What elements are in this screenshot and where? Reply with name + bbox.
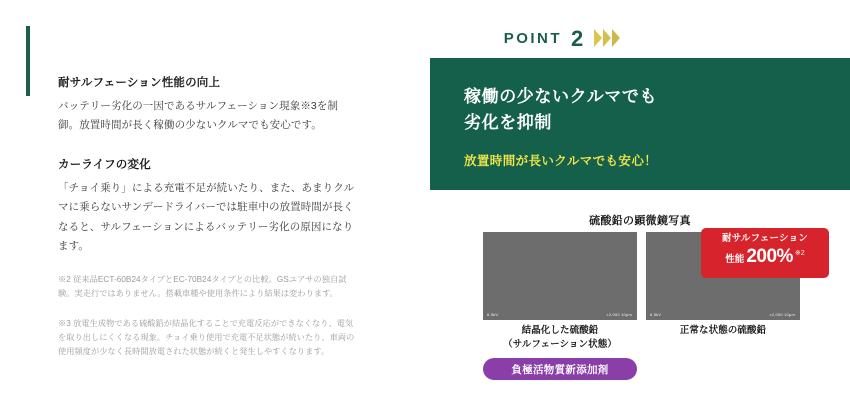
point-number: 2 <box>571 26 584 51</box>
photo-scale-left-2: 6.5kV <box>650 312 662 317</box>
highlight-panel <box>430 58 850 190</box>
highlight-title-line2: 劣化を抑制 <box>464 113 552 133</box>
photo-scale-right-2: ×2,000 10μm <box>769 312 795 317</box>
left-text-column <box>58 74 358 359</box>
accent-rule <box>26 26 30 96</box>
additive-pill: 負極活物質新添加剤 <box>483 358 637 380</box>
footnote-2: ※2 従来品ECT-60B24タイプとEC-70B24タイプとの比較。GSユアサの独自試験。実走行ではありません。搭載車種や使用条件により結果は変わります。 <box>58 274 347 298</box>
highlight-title-line1: 稼働の少ないクルマでも <box>464 87 658 106</box>
point-header <box>430 20 694 56</box>
highlight-subtitle: 放置時間が長いクルマでも安心！ <box>464 153 658 168</box>
section2-body: 「チョイ乗り」による充電不足が続いたり、また、あまりクルマに乗らないサンデードライバーでは駐車中の放置時間が長くなると、サルフェーションによるバッテリー劣化の原因になります。 <box>58 181 355 253</box>
photo-caption-line1: 結晶化した硫酸鉛 <box>521 325 599 336</box>
footnote-3: ※3 放電生成物である硫酸鉛が結晶化することで充電反応ができなくなり、電気を取り出しにくくなる現象。チョイ乗り使用で充電不足状態が続いたり、車両の使用頻度が少なく長時間放電された状態が続くと発生しやすくなります。 <box>58 318 355 356</box>
performance-badge <box>701 228 829 278</box>
section2-heading: カーライフの変化 <box>58 158 151 171</box>
photo-scale-right-1: ×2,000 10μm <box>606 312 632 317</box>
section1-body: バッテリー劣化の一因であるサルフェーション現象※3を制御。放置時間が長く稼働の少ないクルマでも安心です。 <box>58 100 339 132</box>
photo-caption-line2: （サルフェーション状態） <box>503 339 617 351</box>
badge-number: 200% <box>746 245 793 267</box>
badge-label: 性能 <box>725 253 745 265</box>
photo-caption-line1b: 正常な状態の硫酸鉛 <box>679 325 767 336</box>
section-spacer <box>58 136 358 156</box>
photo-caption-normal <box>646 324 800 353</box>
microscope-caption: 硫酸鉛の顕微鏡写真 <box>589 215 691 227</box>
photo-caption-group <box>483 324 800 353</box>
badge-line1: 耐サルフェーション <box>722 233 808 244</box>
photo-caption-crystallized <box>483 324 637 353</box>
chevrons-right-icon <box>594 29 620 47</box>
badge-superscript: ※2 <box>794 249 805 257</box>
section1-heading: 耐サルフェーション性能の向上 <box>58 77 221 89</box>
photo-scale-left-1: 6.5kV <box>487 312 499 317</box>
point-label: POINT <box>503 29 563 47</box>
photo-crystallized <box>483 232 637 320</box>
